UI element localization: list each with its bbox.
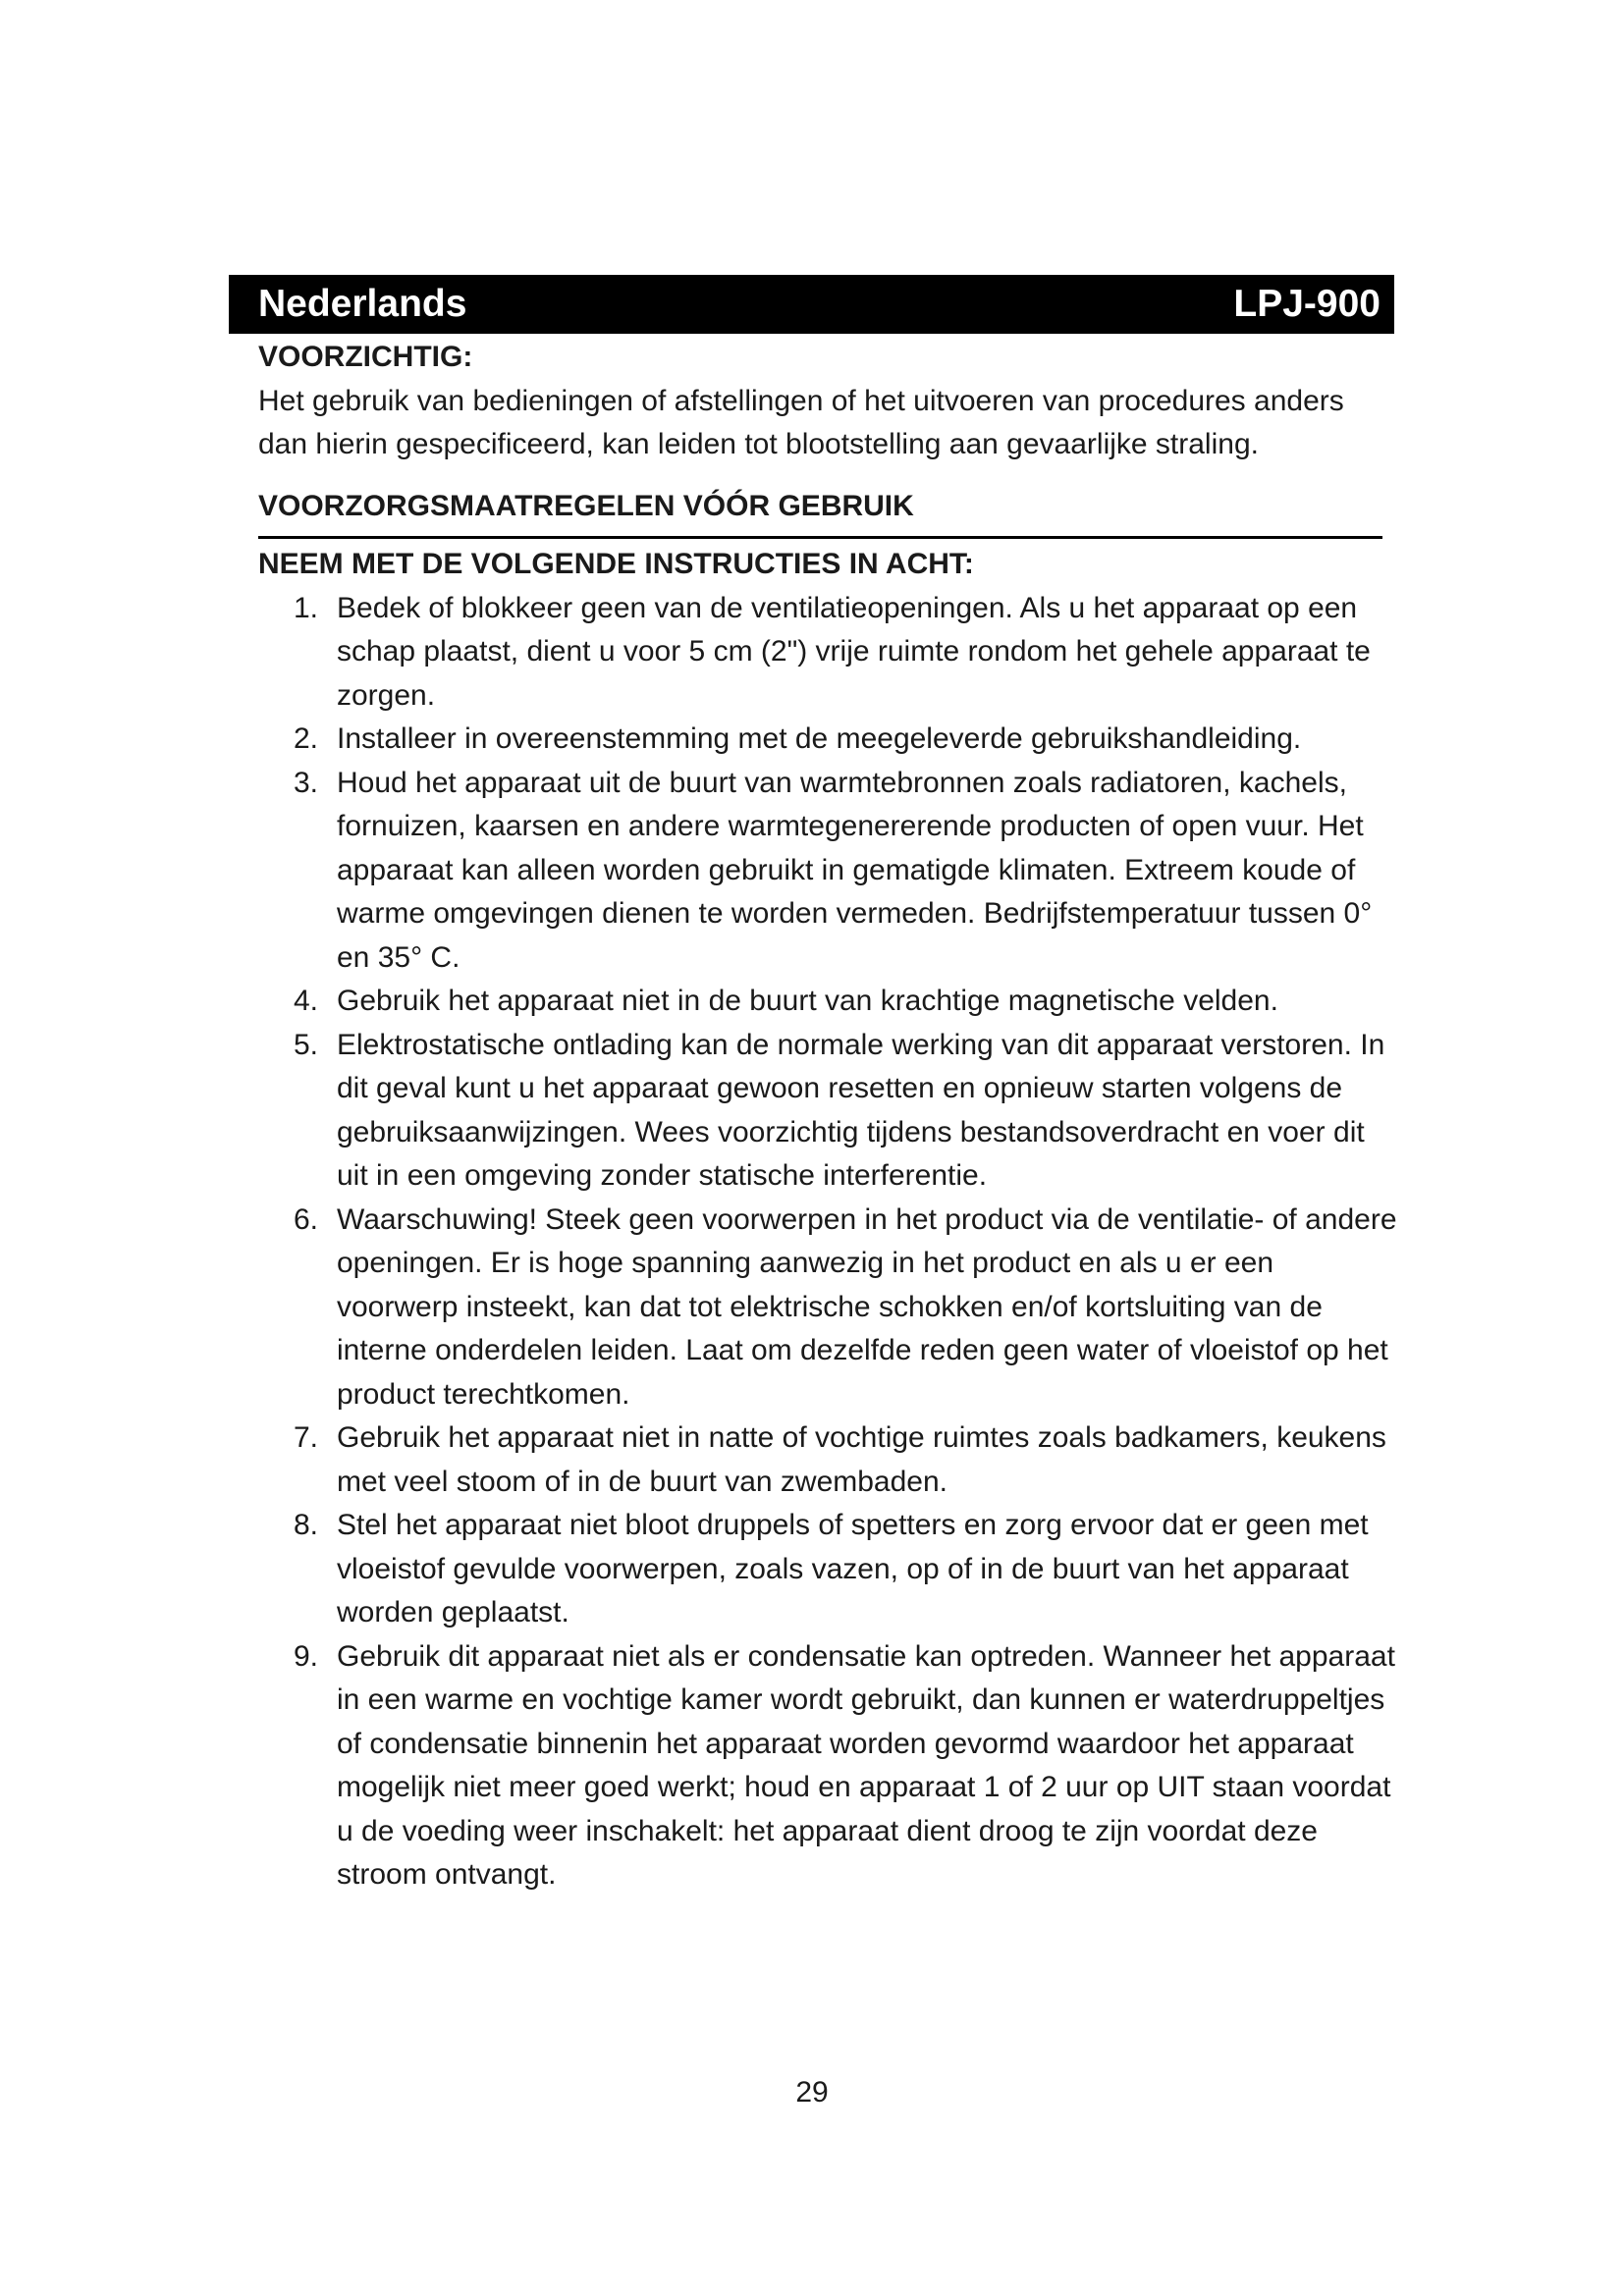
list-item xyxy=(250,980,1397,1024)
list-item-text: Stel het apparaat niet bloot druppels of spetters en zorg ervoor dat er geen met vloeistof gevulde voorwerpen, zoals vazen, op of in de buurt van het apparaat worden geplaatst. xyxy=(337,1509,1369,1629)
model-label: LPJ-900 xyxy=(1233,283,1380,325)
list-item-text: Installeer in overeenstemming met de meegeleverde gebruikshandleiding. xyxy=(337,722,1302,755)
list-item-text: Bedek of blokkeer geen van de ventilatieopeningen. Als u het apparaat op een schap plaatst, dient u voor 5 cm (2") vrije ruimte rondom het gehele apparaat te zorgen. xyxy=(337,591,1371,712)
caution-text: Het gebruik van bedieningen of afstellingen of het uitvoeren van procedures anders dan hierin gespecificeerd, kan leiden tot blootstelling aan gevaarlijke straling. xyxy=(258,384,1344,460)
list-item xyxy=(250,1024,1397,1199)
list-item xyxy=(250,718,1397,762)
list-item xyxy=(250,1416,1397,1504)
list-item xyxy=(250,587,1397,719)
list-item-number: 8. xyxy=(294,1509,319,1541)
list-item-number: 1. xyxy=(294,591,319,624)
list-item xyxy=(250,762,1397,981)
list-item xyxy=(250,1199,1397,1417)
section-divider xyxy=(258,536,1382,539)
list-item-number: 5. xyxy=(294,1028,319,1061)
header-bar xyxy=(229,275,1394,334)
language-label: Nederlands xyxy=(258,283,467,325)
list-item-text: Gebruik dit apparaat niet als er condensatie kan optreden. Wanneer het apparaat in een warme en vochtige kamer wordt gebruikt, dan kunnen er waterdruppeltjes of condensatie binnenin het apparaat worden gevormd waardoor het apparaat mogelijk niet meer goed werkt; houd en apparaat 1 of 2 uur op UIT staan voordat u de voeding weer inschakelt: het apparaat dient droog te zijn voordat deze stroom ontvangt. xyxy=(337,1639,1395,1891)
list-item-number: 2. xyxy=(294,722,319,755)
list-item-number: 6. xyxy=(294,1202,319,1236)
list-item-number: 7. xyxy=(294,1421,319,1454)
list-item-text: Waarschuwing! Steek geen voorwerpen in het product via de ventilatie- of andere openingen. Er is hoge spanning aanwezig in het product en als u er een voorwerp insteekt, kan dat tot elektrische schokken en/of kortsluiting van de interne onderdelen leiden. Laat om dezelfde reden geen water of vloeistof op het product terechtkomen. xyxy=(337,1202,1397,1411)
list-item-text: Gebruik het apparaat niet in de buurt van krachtige magnetische velden. xyxy=(337,985,1278,1017)
list-item-number: 9. xyxy=(294,1639,319,1673)
instruction-list xyxy=(250,587,1397,1897)
list-item xyxy=(250,1635,1397,1897)
list-item-text: Gebruik het apparaat niet in natte of vochtige ruimtes zoals badkamers, keukens met veel stoom of in de buurt van zwembaden. xyxy=(337,1421,1386,1498)
list-item-text: Houd het apparaat uit de buurt van warmtebronnen zoals radiatoren, kachels, fornuizen, kaarsen en andere warmtegenererende producten of open vuur. Het apparaat kan alleen worden gebruikt in gematigde klimaten. Extreem koude of warme omgevingen dienen te worden vermeden. Bedrijfstemperatuur tussen 0° en 35° C. xyxy=(337,766,1373,974)
list-item-text: Elektrostatische ontlading kan de normale werking van dit apparaat verstoren. In dit geval kunt u het apparaat gewoon resetten en opnieuw starten volgens de gebruiksaanwijzingen. Wees voorzichtig tijdens bestandsoverdracht en voer dit uit in een omgeving zonder statische interferentie. xyxy=(337,1028,1385,1192)
list-item xyxy=(250,1504,1397,1635)
caution-title: VOORZICHTIG: xyxy=(258,341,473,373)
list-item-number: 4. xyxy=(294,985,319,1017)
list-item-number: 3. xyxy=(294,766,319,799)
precautions-title: VOORZORGSMAATREGELEN VÓÓR GEBRUIK xyxy=(258,489,914,522)
page-content xyxy=(258,336,1397,1897)
precautions-subtitle: NEEM MET DE VOLGENDE INSTRUCTIES IN ACHT: xyxy=(258,548,974,580)
page-number: 29 xyxy=(795,2076,829,2109)
